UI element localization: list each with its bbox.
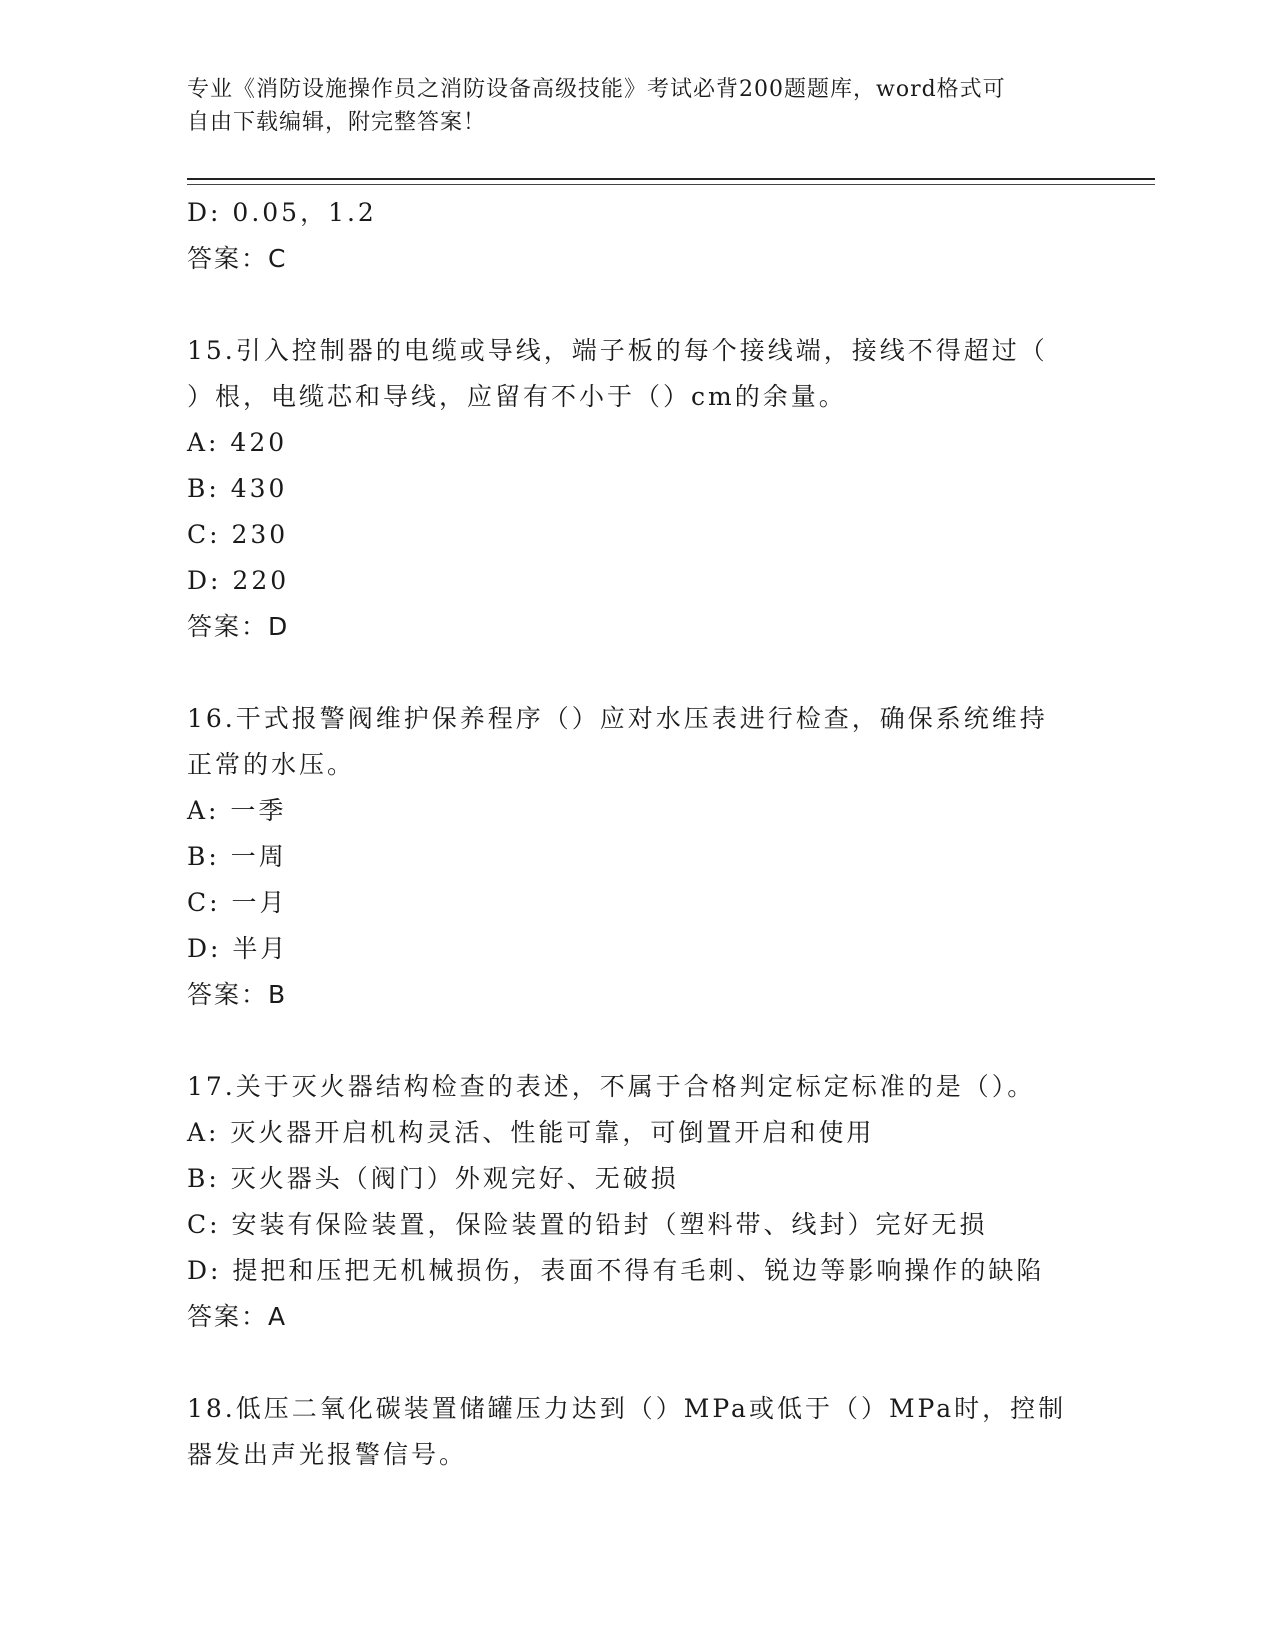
- option-d: D: 半月: [187, 934, 289, 963]
- spacer: [187, 1018, 1087, 1064]
- option-d: D: 220: [187, 566, 290, 595]
- answer: 答案：D: [187, 612, 290, 641]
- option-b: B: 灭火器头（阀门）外观完好、无破损: [187, 1164, 679, 1193]
- question-15: [187, 328, 1087, 650]
- option-c: C: 安装有保险装置，保险装置的铅封（塑料带、线封）完好无损: [187, 1210, 988, 1239]
- header-divider-thin: [187, 184, 1155, 185]
- option-d: D: 0.05，1.2: [187, 198, 377, 227]
- question-stem-line: 16.干式报警阀维护保养程序（）应对水压表进行检查，确保系统维持: [187, 704, 1048, 733]
- question-stem-line: 15.引入控制器的电缆或导线，端子板的每个接线端，接线不得超过（: [187, 336, 1048, 365]
- question-stem-line: 18.低压二氧化碳装置储罐压力达到（）MPa或低于（）MPa时，控制: [187, 1394, 1067, 1423]
- question-14-tail: [187, 190, 1087, 282]
- answer: 答案：C: [187, 244, 288, 273]
- option-a: A: 灭火器开启机构灵活、性能可靠，可倒置开启和使用: [187, 1118, 875, 1147]
- spacer: [187, 650, 1087, 696]
- option-b: B: 430: [187, 474, 288, 503]
- option-c: C: 230: [187, 520, 289, 549]
- option-c: C: 一月: [187, 888, 288, 917]
- document-body: [187, 190, 1087, 1478]
- question-16: [187, 696, 1087, 1018]
- spacer: [187, 1340, 1087, 1386]
- question-stem-line: 17.关于灭火器结构检查的表述，不属于合格判定标定标准的是（）。: [187, 1072, 1036, 1101]
- option-d: D: 提把和压把无机械损伤，表面不得有毛刺、锐边等影响操作的缺陷: [187, 1256, 1045, 1285]
- option-b: B: 一周: [187, 842, 287, 871]
- page-header: [187, 73, 1067, 139]
- spacer: [187, 282, 1087, 328]
- answer: 答案：A: [187, 1302, 288, 1331]
- header-divider-thick: [187, 178, 1155, 180]
- question-18: [187, 1386, 1087, 1478]
- header-line-2: 自由下载编辑，附完整答案！: [187, 110, 487, 135]
- header-line-1: 专业《消防设施操作员之消防设备高级技能》考试必背200题题库，word格式可: [187, 77, 1006, 102]
- option-a: A: 420: [187, 428, 288, 457]
- question-stem-line: 器发出声光报警信号。: [187, 1440, 468, 1469]
- question-stem-line: ）根，电缆芯和导线，应留有不小于（）cm的余量。: [187, 382, 847, 411]
- answer: 答案：B: [187, 980, 288, 1009]
- option-a: A: 一季: [187, 796, 287, 825]
- question-17: [187, 1064, 1087, 1340]
- question-stem-line: 正常的水压。: [187, 750, 356, 779]
